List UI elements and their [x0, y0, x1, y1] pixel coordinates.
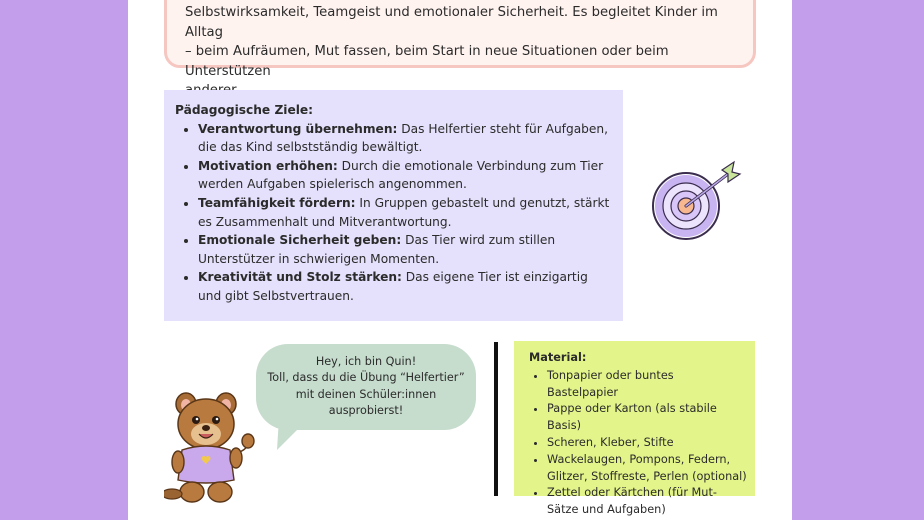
- goal-text: In Gruppen gebastelt und genutzt, stärkt es Zusammenhalt und Mitverantwortung.: [198, 195, 610, 229]
- goal-term: Kreativität und Stolz stärken:: [198, 270, 402, 285]
- goals-list: [175, 120, 613, 306]
- material-list: [529, 368, 747, 519]
- goals-box: [164, 90, 623, 321]
- material-item: • Pappe oder Karton (als stabile Basis): [547, 401, 747, 435]
- goal-term: Teamfähigkeit fördern:: [198, 195, 356, 210]
- speech-line-2: Toll, dass du die Übung “Helfertier”: [267, 371, 465, 385]
- intro-line-2: – beim Aufräumen, Mut fassen, beim Start in neue Situationen oder beim Unterstützen: [185, 44, 669, 79]
- goal-item: [198, 231, 613, 268]
- material-item: • Wackelaugen, Pompons, Federn, Glitzer, Stoffreste, Perlen (optional): [547, 452, 747, 486]
- goal-term: Verantwortung übernehmen:: [198, 121, 398, 136]
- goal-text: Durch die emotionale Verbindung zum Tier werden Aufgaben spielerisch angenommen.: [198, 158, 604, 192]
- worksheet-page: [128, 0, 792, 520]
- speech-line-4: ausprobierst!: [328, 404, 404, 418]
- intro-box: [164, 0, 756, 79]
- goal-item: [198, 157, 613, 194]
- material-item: • Zettel oder Kärtchen (für Mut-Sätze und Aufgaben): [547, 485, 747, 519]
- target-arrow-icon: [648, 160, 742, 244]
- material-title: Material:: [529, 351, 587, 364]
- quokka-mascot: [164, 384, 256, 506]
- goal-term: Emotionale Sicherheit geben:: [198, 233, 402, 248]
- goal-text: Das Helfertier steht für Aufgaben, die das Kind selbstständig bewältigt.: [198, 121, 609, 155]
- goals-title: Pädagogische Ziele:: [175, 103, 314, 117]
- material-item: • Tonpapier oder buntes Bastelpapier: [547, 368, 747, 402]
- material-box: [514, 341, 755, 517]
- speech-bubble-tail: [273, 418, 313, 452]
- speech-line-3: mit deinen Schüler:innen: [295, 387, 437, 401]
- goal-item: [198, 194, 613, 231]
- goal-item: [198, 268, 613, 305]
- material-item: • Scheren, Kleber, Stifte: [547, 435, 747, 452]
- speech-line-1: Hey, ich bin Quin!: [315, 355, 417, 368]
- goal-item: [198, 120, 613, 157]
- intro-line-1: Selbstwirksamkeit, Teamgeist und emotionaler Sicherheit. Es begleitet Kinder im Alltag: [185, 5, 718, 40]
- goal-text: Das eigene Tier ist einzigartig und gibt Selbstvertrauen.: [198, 270, 588, 303]
- goal-text: Das Tier wird zum stillen Unterstützer in schwierigen Momenten.: [198, 233, 556, 266]
- vertical-divider: [494, 342, 498, 496]
- goal-term: Motivation erhöhen:: [198, 158, 338, 173]
